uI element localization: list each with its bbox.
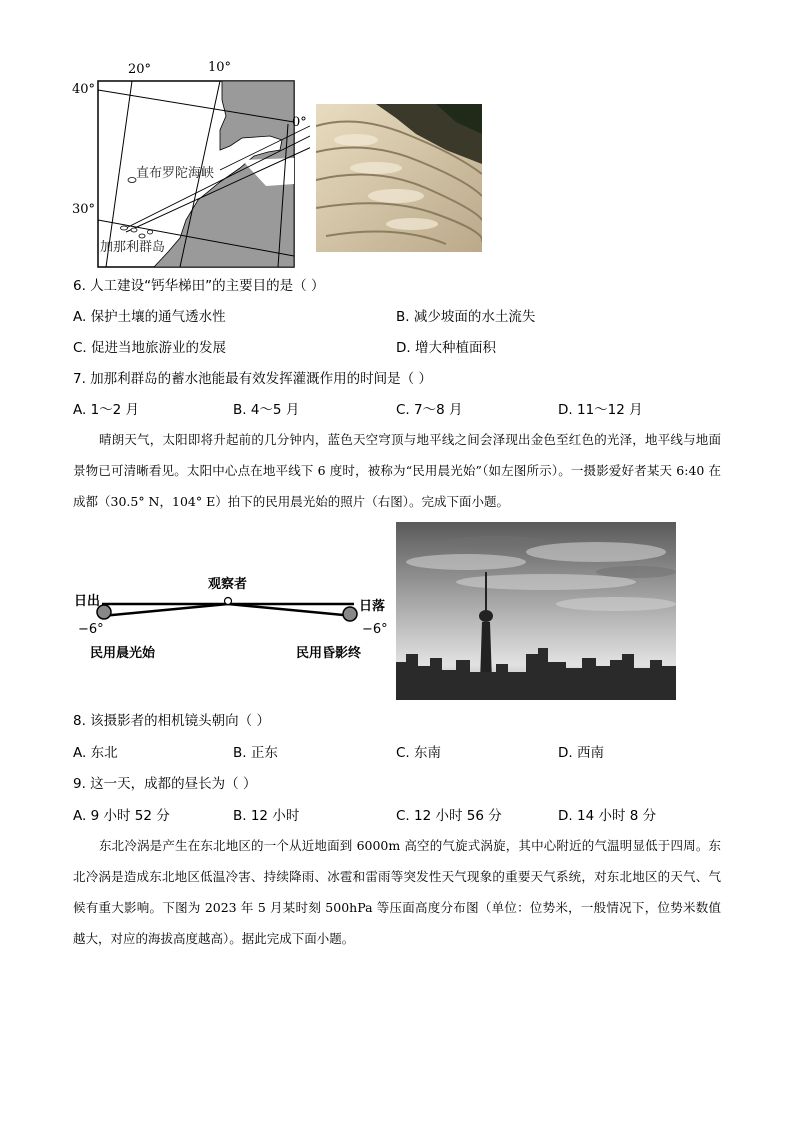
q9-option-a: A. 9 小时 52 分 <box>73 808 170 824</box>
passage-cold-vortex: 东北冷涡是产生在东北地区的一个从近地面到 6000m 高空的气旋式涡旋，其中心附近的气温明显低于四周。东北冷涡是造成东北地区低温冷害、持续降雨、冰雹和雷雨等突发性天气现象的重要天气系统，对东北地区的天气、气候有重大影响。下图为 2023 年 5 月某时刻 500hPa 等压面高度分布图（单位：位势米，一般情况下，位势米数值越大，对应的海拔高度越高）。据此完成下面小题。 <box>73 838 721 946</box>
sunrise-label: 日出 <box>74 594 101 609</box>
q7-option-c: C. 7～8 月 <box>396 402 463 418</box>
lon-10-label: 10° <box>208 60 232 75</box>
q6-option-a: A. 保护土壤的通气透水性 <box>73 309 226 325</box>
lat-40-label: 40° <box>72 82 96 97</box>
q6-option-d: D. 增大种植面积 <box>396 340 496 356</box>
question-7: 7. 加那利群岛的蓄水池能最有效发挥灌溉作用的时间是（ ） <box>73 371 432 387</box>
passage-twilight: 晴朗天气，太阳即将升起前的几分钟内，蓝色天空穹顶与地平线之间会泽现出金色至红色的光泽，地平线与地面景物已可清晰看见。太阳中心点在地平线下 6 度时，被称为“民用晨光始”（如左图所示）。一摄影爱好者某天 6:40 在成都（30.5° N，104° E）拍下的民用晨光始的照片（右图）。完成下面小题。 <box>73 432 721 509</box>
q8-option-c: C. 东南 <box>396 745 442 761</box>
lon-20-label: 20° <box>128 62 152 77</box>
q7-option-d: D. 11～12 月 <box>558 402 643 418</box>
q8-option-d: D. 西南 <box>558 745 604 761</box>
q8-option-b: B. 正东 <box>233 745 278 761</box>
angle-left-label: −6° <box>78 622 104 637</box>
dusk-label: 民用昏影终 <box>296 646 362 661</box>
island <box>148 230 153 234</box>
island <box>121 226 128 230</box>
observer-point <box>225 598 232 605</box>
dawn-label: 民用晨光始 <box>90 646 156 661</box>
q7-option-b: B. 4～5 月 <box>233 402 300 418</box>
twilight-diagram <box>74 570 394 670</box>
terrace-photo <box>316 104 482 252</box>
question-9: 9. 这一天，成都的昼长为（ ） <box>73 776 257 792</box>
q8-option-a: A. 东北 <box>73 745 118 761</box>
islands-label: 加那利群岛 <box>100 240 166 255</box>
sun-sunset <box>343 607 357 621</box>
q9-option-b: B. 12 小时 <box>233 808 300 824</box>
island <box>128 178 136 183</box>
chengdu-dawn-photo <box>396 522 676 700</box>
lat-30-label: 30° <box>72 202 96 217</box>
q6-option-b: B. 减少坡面的水土流失 <box>396 309 536 325</box>
observer-label: 观察者 <box>208 577 248 592</box>
island <box>131 228 137 232</box>
lon-0-label: 0° <box>292 115 307 130</box>
sunset-label: 日落 <box>359 599 386 614</box>
angle-right-label: −6° <box>362 622 388 637</box>
q6-option-c: C. 促进当地旅游业的发展 <box>73 340 227 356</box>
strait-label: 直布罗陀海峡 <box>136 166 215 181</box>
q9-option-c: C. 12 小时 56 分 <box>396 808 502 824</box>
question-8: 8. 该摄影者的相机镜头朝向（ ） <box>73 713 270 729</box>
canary-islands-map <box>70 60 310 270</box>
q9-option-d: D. 14 小时 8 分 <box>558 808 657 824</box>
question-6: 6. 人工建设“钙华梯田”的主要目的是（ ） <box>73 278 325 294</box>
q7-option-a: A. 1～2 月 <box>73 402 140 418</box>
